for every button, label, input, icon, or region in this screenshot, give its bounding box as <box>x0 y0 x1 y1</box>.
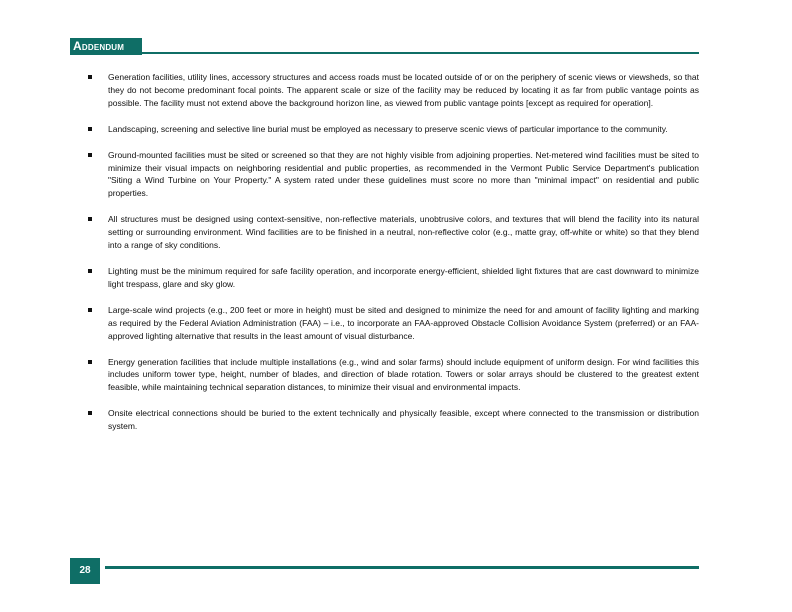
list-item <box>87 265 699 291</box>
page-number: 28 <box>70 558 100 584</box>
bullet-square-icon <box>88 411 92 415</box>
bullet-square-icon <box>88 269 92 273</box>
bullet-list <box>87 71 699 433</box>
bullet-text: Lighting must be the minimum required for safe facility operation, and incorporate energy-efficient, shielded light fixtures that are cast downward to minimize light trespass, glare and sky glow. <box>108 265 699 289</box>
bullet-text: Ground-mounted facilities must be sited or screened so that they are not highly visible from adjoining properties. Net-metered wind facilities must be sited to minimize their visual impacts on neighboring residential and public properties, as recommended in the Vermont Public Service Department's publication "Siting a Wind Turbine on Your Property." A system rated under these guidelines must score no more than "minimal impact" on residential and public properties. <box>108 149 699 199</box>
bullet-square-icon <box>88 75 92 79</box>
list-item <box>87 407 699 433</box>
bullet-text: Landscaping, screening and selective line burial must be employed as necessary to preserve scenic views of particular importance to the community. <box>108 123 668 134</box>
bullet-square-icon <box>88 308 92 312</box>
bullet-square-icon <box>88 360 92 364</box>
list-item <box>87 123 699 136</box>
bullet-square-icon <box>88 217 92 221</box>
header-divider <box>142 52 699 54</box>
list-item <box>87 304 699 343</box>
bullet-list-container <box>87 71 699 446</box>
list-item <box>87 356 699 395</box>
bullet-square-icon <box>88 153 92 157</box>
list-item <box>87 149 699 201</box>
list-item <box>87 71 699 110</box>
bullet-square-icon <box>88 127 92 131</box>
bullet-text: Large-scale wind projects (e.g., 200 feet or more in height) must be sited and designed to minimize the need for and amount of facility lighting and marking as required by the Federal Aviation Administration (FAA) – i.e., to incorporate an FAA-approved Obstacle Collision Avoidance System (preferred) or an FAA- approved lighting alternative that results in the least amount of visual disturbance. <box>108 304 699 341</box>
bullet-text: All structures must be designed using context-sensitive, non-reflective materials, unobtrusive colors, and textures that will blend the facility into its natural setting or surrounding environment. Wind facilities are to be finished in a neutral, non-reflective color (e.g., matte gray, off-white or white) so that they blend into a range of sky conditions. <box>108 214 699 251</box>
list-item <box>87 213 699 252</box>
bullet-text: Energy generation facilities that include multiple installations (e.g., wind and solar farms) should include equipment of uniform design. For wind facilities this includes uniform tower type, height, number of blades, and direction of blade rotation. Towers or solar arrays should be clustered to the greatest extent feasible, while maintaining technical separation distances, to minimize their visual and environmental impacts. <box>108 356 699 393</box>
section-title: Addendum <box>70 38 142 55</box>
bullet-text: Onsite electrical connections should be buried to the extent technically and physically feasible, except where connected to the transmission or distribution system. <box>108 408 699 432</box>
bullet-text: Generation facilities, utility lines, accessory structures and access roads must be located outside of or on the periphery of scenic views or viewsheds, so that they do not become predominant focal points. The apparent scale or size of the facility may be reduced by locating it as far from public vantage points as possible. The facility must not extend above the background horizon line, as viewed from public vantage points [except as required for operation]. <box>108 72 699 108</box>
footer-divider <box>105 566 699 569</box>
